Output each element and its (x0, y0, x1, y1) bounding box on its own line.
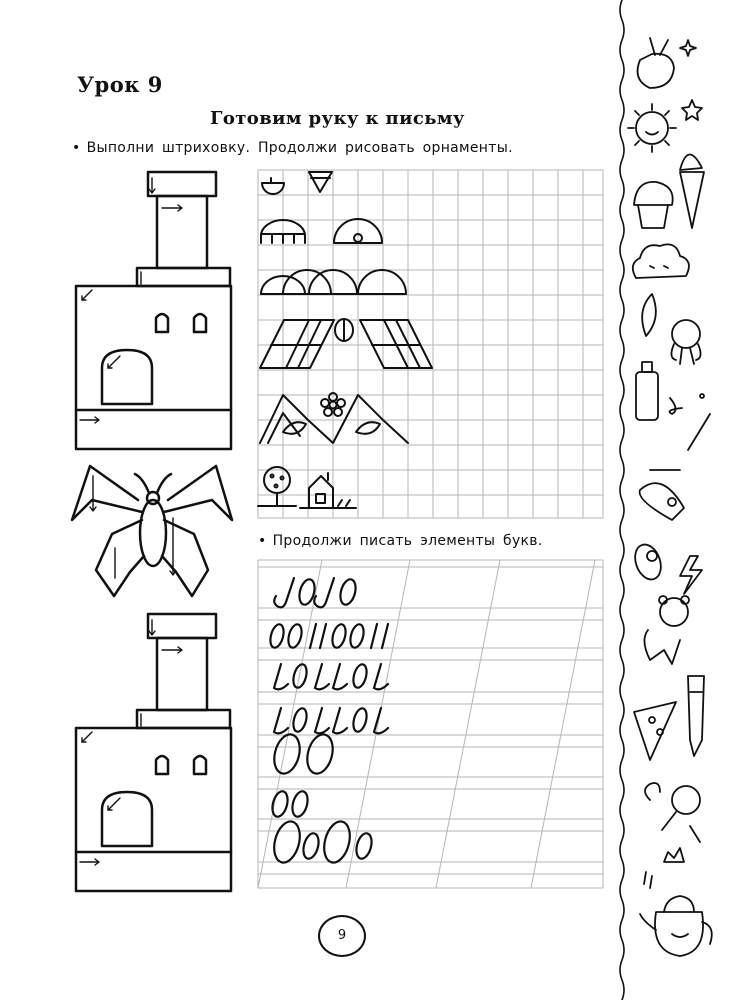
butterfly-drawing[interactable] (72, 466, 232, 596)
rocket-icon (640, 470, 684, 520)
teapot-icon (640, 872, 712, 956)
octopus-icon (671, 320, 700, 364)
ornament-row-6 (258, 467, 356, 508)
stove-drawing-bottom[interactable] (76, 614, 231, 891)
lightning-icon (680, 556, 702, 594)
crown-icon (664, 848, 684, 862)
stove-drawing-top[interactable] (76, 172, 231, 449)
sparkle-icon (680, 40, 696, 56)
wavy-border (620, 0, 624, 1000)
pen-icon (688, 676, 704, 756)
ornament-row-2 (261, 219, 382, 243)
cupcake-icon (634, 182, 673, 228)
hair-dryer-icon (645, 783, 700, 842)
teddy-bear-icon (644, 596, 689, 664)
page-number: 9 (318, 915, 366, 957)
ornament-row-4 (260, 319, 432, 368)
paint-tube-icon (636, 362, 658, 420)
page-heading: Готовим руку к письму (210, 108, 465, 129)
beet-icon (638, 38, 674, 88)
ice-cream-icon (680, 154, 704, 228)
star-icon (682, 100, 702, 120)
sun-icon (628, 104, 676, 152)
instruction-text: Выполни штриховку. Продолжи рисовать орнаменты. (86, 140, 513, 156)
bullet: • (72, 140, 81, 156)
letter-elements (268, 578, 388, 866)
bullet: • (258, 533, 267, 549)
lemon-icon (631, 541, 666, 583)
ornament-row-1 (262, 172, 332, 194)
lesson-title: Урок 9 (77, 72, 163, 97)
leaf-icon (642, 294, 656, 336)
ornament-row-5 (260, 393, 408, 443)
handwriting-grid[interactable] (258, 560, 603, 888)
needle-icon (670, 394, 710, 450)
pizza-icon (634, 702, 676, 760)
instruction-text: Продолжи писать элементы букв. (272, 533, 543, 549)
cloud-icon (633, 244, 689, 278)
